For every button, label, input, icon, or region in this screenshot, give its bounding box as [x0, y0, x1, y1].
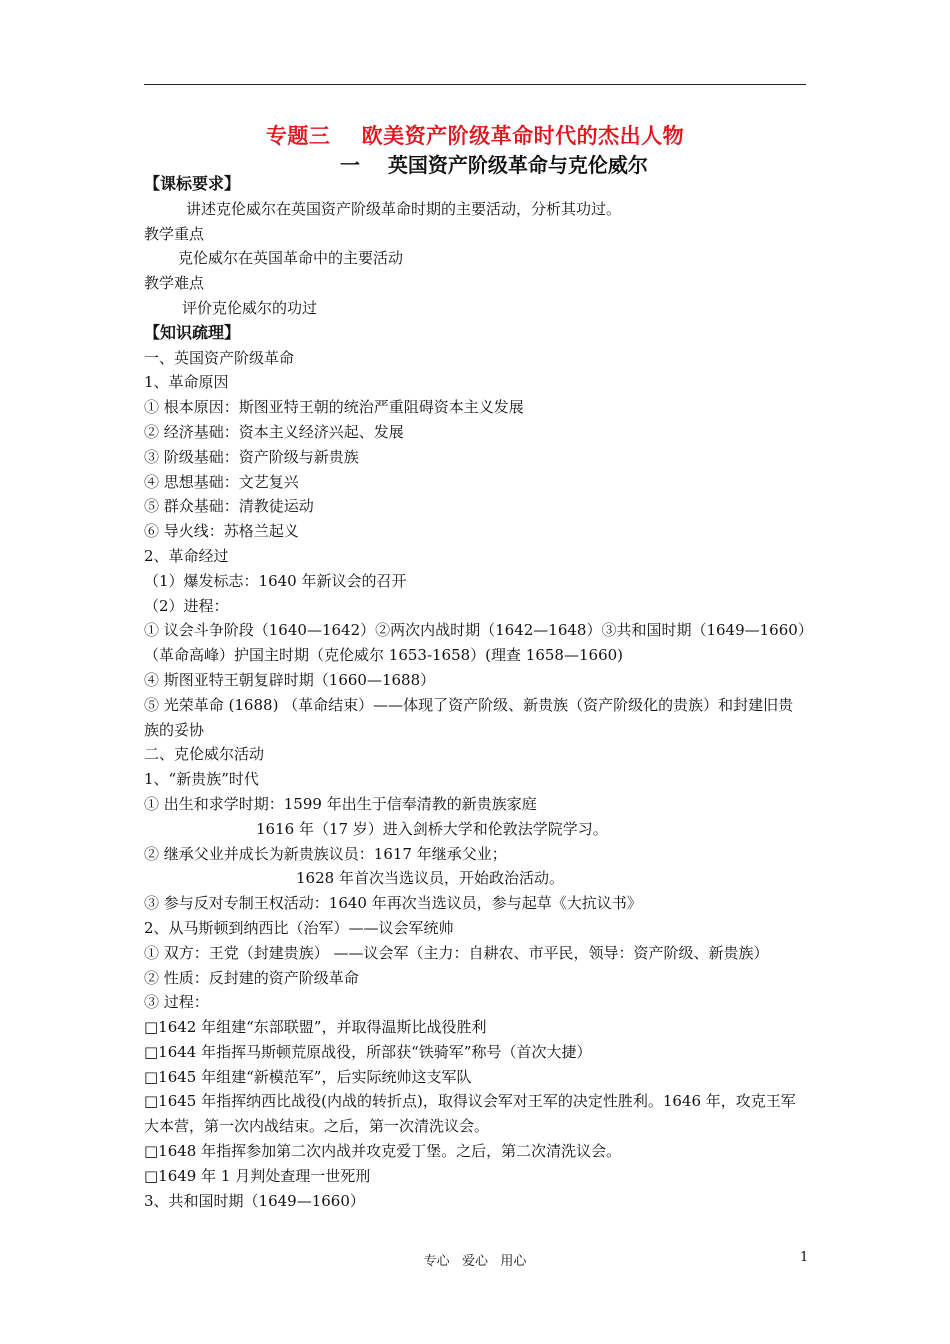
- checkbox-list-item: □1644 年指挥马斯顿荒原战役，所部获“铁骑军”称号（首次大捷）: [144, 1042, 592, 1061]
- list-item: ④ 思想基础：文艺复兴: [144, 472, 299, 491]
- subsection-heading: 1、革命原因: [144, 373, 229, 392]
- checkbox-list-item: □1645 年组建“新模范军”，后实际统帅这支军队: [144, 1067, 472, 1086]
- nandian-label: 教学难点: [144, 274, 205, 293]
- subsection-heading: 3、共和国时期（1649—1660）: [144, 1191, 365, 1210]
- list-item: ④ 斯图亚特王朝复辟时期（1660—1688）: [144, 670, 436, 689]
- list-item: ① 出生和求学时期：1599 年出生于信奉清教的新贵族家庭: [144, 794, 537, 813]
- kebiao-heading: 【课标要求】: [144, 174, 241, 193]
- list-item: ③ 过程：: [144, 993, 209, 1012]
- list-item: ⑥ 导火线：苏格兰起义: [144, 522, 299, 541]
- page-number: 1: [800, 1250, 809, 1265]
- checkbox-list-item: □1649 年 1 月判处查理一世死刑: [144, 1166, 371, 1185]
- checkbox-list-item: □1642 年组建“东部联盟”，并取得温斯比战役胜利: [144, 1018, 487, 1037]
- page-title: 专题三 欧美资产阶级革命时代的杰出人物: [265, 124, 685, 148]
- footer-text: 专心 爱心 用心: [423, 1254, 527, 1269]
- subsection-heading: 2、从马斯顿到纳西比（治军）——议会军统帅: [144, 918, 454, 937]
- document-body: [144, 172, 813, 1213]
- subsection-heading: 1、“新贵族”时代: [144, 770, 259, 789]
- checkbox-list-item: □1645 年指挥纳西比战役(内战的转折点)，取得议会军对王军的决定性胜利。1646 年，攻克王军大本营，第一次内战结束。之后，第一次清洗议会。: [144, 1092, 796, 1136]
- list-item: ① 双方：王党（封建贵族） ——议会军（主力：自耕农、市平民，领导：资产阶级、新贵族）: [144, 943, 769, 962]
- list-item: ① 根本原因：斯图亚特王朝的统治严重阻碍资本主义发展: [144, 398, 524, 417]
- zhongdian-text: 克伦威尔在英国革命中的主要活动: [178, 249, 404, 268]
- list-item: ① 议会斗争阶段（1640—1642）②两次内战时期（1642—1648）③共和国时期（1649—1660）: [144, 621, 813, 640]
- zhongdian-label: 教学重点: [144, 224, 205, 243]
- list-item: ② 继承父业并成长为新贵族议员：1617 年继承父业；: [144, 844, 507, 863]
- list-item: ② 经济基础：资本主义经济兴起、发展: [144, 422, 404, 441]
- list-item: ② 性质：反封建的资产阶级革命: [144, 968, 359, 987]
- list-item: （1）爆发标志：1640 年新议会的召开: [144, 571, 407, 590]
- list-item-continuation: （革命高峰）护国主时期（克伦威尔 1653-1658）(理查 1658—1660): [144, 646, 624, 665]
- list-item: （2）进程：: [144, 596, 229, 615]
- list-item-continuation: 1628 年首次当选议员，开始政治活动。: [296, 869, 564, 888]
- section-heading: 二、克伦威尔活动: [144, 745, 265, 764]
- nandian-text: 评价克伦威尔的功过: [182, 298, 318, 317]
- header-rule: [144, 84, 806, 85]
- zhishi-heading: 【知识疏理】: [144, 322, 241, 342]
- section-title: 一 英国资产阶级革命与克伦威尔: [340, 153, 648, 177]
- kebiao-text: 讲述克伦威尔在英国资产阶级革命时期的主要活动，分析其功过。: [186, 199, 622, 218]
- list-item: ③ 阶级基础：资产阶级与新贵族: [144, 447, 359, 466]
- checkbox-list-item: □1648 年指挥参加第二次内战并攻克爱丁堡。之后，第二次清洗议会。: [144, 1142, 622, 1161]
- subsection-heading: 2、革命经过: [144, 546, 229, 565]
- list-item-continuation: 1616 年（17 岁）进入剑桥大学和伦敦法学院学习。: [256, 819, 608, 838]
- list-item: ③ 参与反对专制王权活动：1640 年再次当选议员，参与起草《大抗议书》: [144, 894, 642, 913]
- list-item: ⑤ 光荣革命 (1688) （革命结束）——体现了资产阶级、新贵族（资产阶级化的贵族）和封建旧贵族的妥协: [144, 695, 794, 739]
- section-heading: 一、英国资产阶级革命: [144, 348, 295, 367]
- list-item: ⑤ 群众基础：清教徒运动: [144, 497, 314, 516]
